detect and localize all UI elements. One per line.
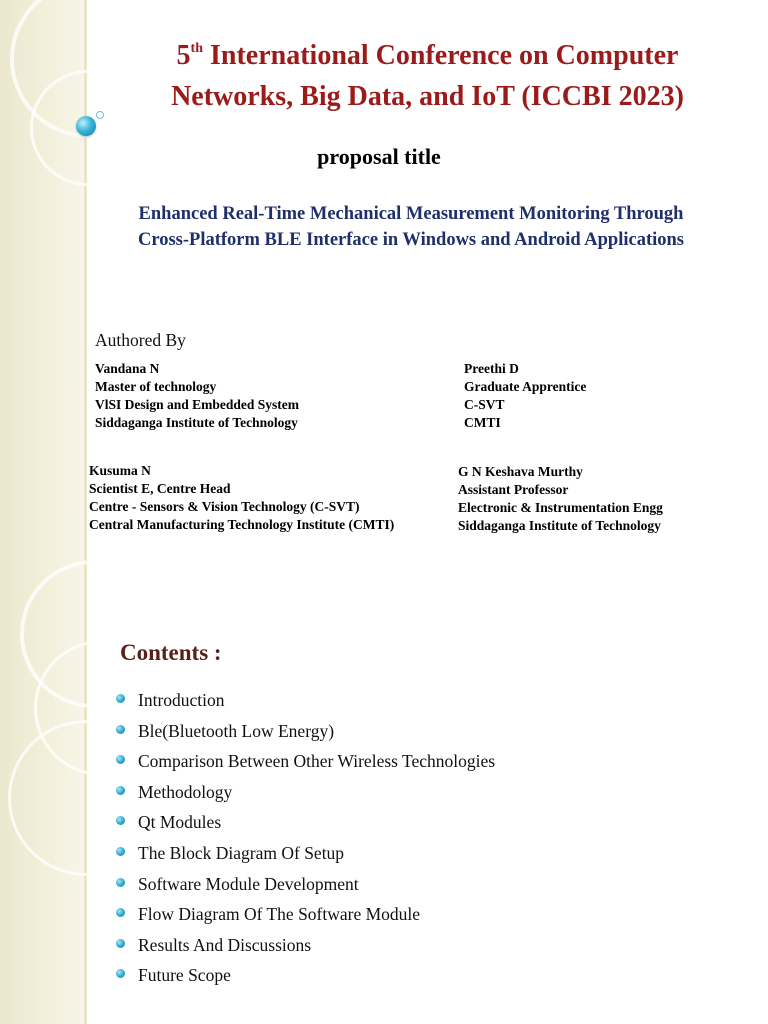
contents-item-label: Comparison Between Other Wireless Technologies [138, 751, 496, 772]
author-institution: Siddaganga Institute of Technology [458, 518, 661, 533]
proposal-label: proposal title [317, 144, 441, 169]
contents-item-label: Flow Diagram Of The Software Module [138, 904, 421, 925]
bullet-icon [116, 908, 125, 917]
author-block [458, 463, 663, 535]
author-role: Master of technology [95, 379, 217, 394]
author-institution: CMTI [464, 415, 501, 430]
contents-list [116, 686, 495, 992]
bullet-icon [116, 755, 125, 764]
contents-item [116, 961, 495, 992]
author-role: Scientist E, Centre Head [89, 481, 231, 496]
author-department: C-SVT [464, 397, 505, 412]
bullet-icon [116, 878, 125, 887]
contents-item [116, 900, 495, 931]
contents-item [116, 808, 495, 839]
contents-item [116, 747, 495, 778]
contents-item-label: The Block Diagram Of Setup [138, 842, 345, 863]
bullet-icon [116, 969, 125, 978]
contents-item-label: Software Module Development [138, 873, 359, 894]
contents-item [116, 931, 495, 962]
author-name: Vandana N [95, 361, 160, 376]
author-department: Centre - Sensors & Vision Technology (C-SVT) [89, 499, 360, 514]
author-block [464, 360, 586, 432]
contents-item-label: Introduction [138, 690, 225, 710]
conference-title-line1: International Conference on Computer [203, 40, 679, 71]
contents-item [116, 839, 495, 870]
author-role: Graduate Apprentice [464, 379, 587, 394]
author-institution: Siddaganga Institute of Technology [95, 415, 298, 430]
bullet-icon [116, 694, 125, 703]
contents-item [116, 686, 495, 717]
author-role: Assistant Professor [458, 482, 569, 497]
side-band-edge [84, 0, 87, 1024]
contents-heading: Contents : [120, 640, 222, 665]
contents-item [116, 870, 495, 901]
author-name: G N Keshava Murthy [458, 464, 583, 479]
decorative-orb-icon [76, 116, 96, 136]
bullet-icon [116, 939, 125, 948]
contents-item-label: Future Scope [138, 965, 231, 986]
contents-item [116, 778, 495, 809]
contents-item-label: Methodology [138, 781, 233, 802]
conference-title [110, 38, 745, 115]
author-block [95, 360, 299, 432]
bullet-icon [116, 816, 125, 825]
decorative-small-orb-icon [96, 111, 104, 119]
conference-title-line2: Networks, Big Data, and IoT (ICCBI 2023) [171, 81, 684, 112]
decorative-side-band [0, 0, 84, 1024]
contents-item-label: Qt Modules [138, 812, 222, 833]
paper-title: Enhanced Real-Time Mechanical Measurement Monitoring Through Cross-Platform BLE Interface in Windows and Android Applications [137, 204, 684, 250]
contents-item-label: Results And Discussions [138, 934, 312, 955]
bullet-icon [116, 725, 125, 734]
contents-item-label: Ble(Bluetooth Low Energy) [138, 720, 335, 741]
author-name: Kusuma N [89, 463, 151, 478]
author-institution: Central Manufacturing Technology Institute (CMTI) [89, 517, 395, 532]
author-department: Electronic & Instrumentation Engg [458, 500, 663, 515]
contents-item [116, 717, 495, 748]
ordinal-number: 5 [176, 40, 191, 71]
ordinal-suffix: th [190, 41, 203, 56]
authored-by-label: Authored By [95, 330, 186, 350]
author-department: VlSI Design and Embedded System [95, 397, 300, 412]
author-block [89, 462, 394, 534]
author-name: Preethi D [464, 361, 519, 376]
bullet-icon [116, 786, 125, 795]
bullet-icon [116, 847, 125, 856]
